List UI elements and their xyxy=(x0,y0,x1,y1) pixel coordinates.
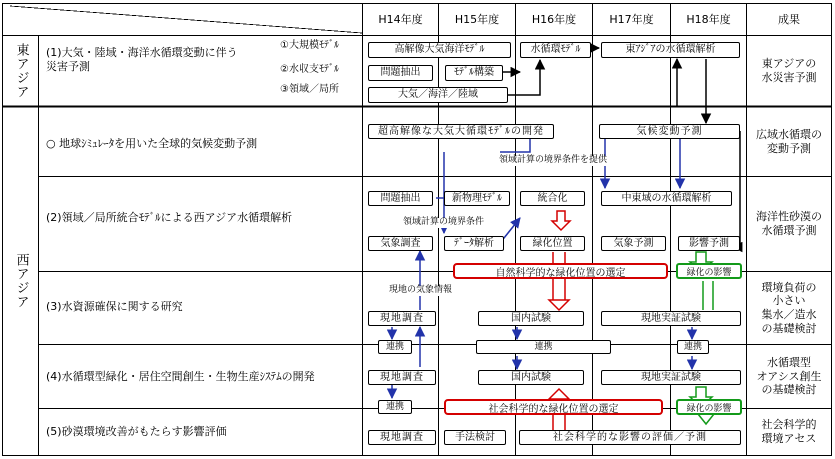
box-integration: 統合化 xyxy=(520,191,585,206)
row-title-2: (2)領域／局所統合ﾓﾃﾞﾙによる西アジア水循環解析 xyxy=(46,211,293,225)
note-local-weather-info: 現地の気象情報 xyxy=(389,285,453,295)
box-field-survey-3: 現地調査 xyxy=(368,430,436,445)
box-field-survey-1: 現地調査 xyxy=(368,311,436,326)
red-box-natural-science-selection: 自然科学的な緑化位置の選定 xyxy=(453,263,668,279)
note-boundary-conditions-provided: 領域計算の境界条件を提供 xyxy=(499,155,608,165)
result-header: 成果 xyxy=(778,12,800,26)
year-header-h16: H16年度 xyxy=(531,12,577,26)
row-title-1: (1)大気・陸域・海洋水循環変動に伴う 災害予測 xyxy=(46,46,238,73)
red-box-social-science-selection: 社会科学的な緑化位置の選定 xyxy=(444,399,663,415)
box-middle-east-analysis: 中東域の水循環解析 xyxy=(601,191,732,206)
row-title-4: (4)水循環型緑化・居住空間創生・生物生産ｼｽﾃﾑの開発 xyxy=(46,370,315,384)
box-weather-survey: 気象調査 xyxy=(368,236,433,251)
box-water-cycle-model: 水循環ﾓﾃﾞﾙ xyxy=(520,42,591,58)
result-2: 海洋性砂漠の 水循環予測 xyxy=(756,210,822,237)
result-4: 水循環型 オアシス創生 の基礎検討 xyxy=(756,355,822,397)
box-link-wide: 連携 xyxy=(476,340,611,354)
row-title-5: (5)砂漠環境改善がもたらす影響評価 xyxy=(46,425,227,439)
box-link-1: 連携 xyxy=(378,340,412,354)
box-global-model-dev: 超高解像な大気大循環ﾓﾃﾞﾙの開発 xyxy=(368,124,554,139)
result-1: 東アジアの 水災害予測 xyxy=(761,57,817,84)
box-field-demo-2: 現地実証試験 xyxy=(601,370,741,385)
model-item-3: ③領域／局所 xyxy=(280,84,339,96)
box-problem-extraction-2: 問題抽出 xyxy=(368,191,433,206)
row-title-3: (3)水資源確保に関する研究 xyxy=(46,300,183,314)
region-west-asia: 西アジア xyxy=(13,253,29,309)
row-title-global: ○ 地球ｼﾐｭﾚｰﾀを用いた全球的気候変動予測 xyxy=(46,137,258,151)
model-item-1: ①大規模ﾓﾃﾞﾙ xyxy=(280,40,339,52)
box-problem-extraction-1: 問題抽出 xyxy=(368,65,433,81)
box-domestic-test-2: 国内試験 xyxy=(478,370,584,385)
green-box-greening-effect-2: 緑化の影響 xyxy=(676,399,742,415)
box-method-study: 手法検討 xyxy=(444,430,506,445)
box-link-3: 連携 xyxy=(378,400,412,414)
year-header-h15: H15年度 xyxy=(454,12,500,26)
box-weather-prediction: 気象予測 xyxy=(601,236,666,251)
year-header-h14: H14年度 xyxy=(378,12,423,26)
box-new-physics-model: 新物理ﾓﾃﾞﾙ xyxy=(444,191,510,206)
box-data-analysis: ﾃﾞｰﾀ解析 xyxy=(444,236,504,251)
box-domestic-test-1: 国内試験 xyxy=(478,311,584,326)
green-box-greening-effect-1: 緑化の影響 xyxy=(676,263,742,279)
box-field-demo-1: 現地実証試験 xyxy=(601,311,741,326)
box-east-asia-analysis: 東ｱｼﾞｱの水循環解析 xyxy=(601,42,740,58)
box-field-survey-2: 現地調査 xyxy=(368,370,436,385)
region-east-asia: 東アジア xyxy=(13,43,29,99)
year-header-h18: H18年度 xyxy=(686,12,731,26)
box-greening-position: 緑化位置 xyxy=(520,236,585,251)
box-climate-prediction: 気候変動予測 xyxy=(599,124,740,139)
result-5: 社会科学的 環境アセス xyxy=(761,418,817,445)
year-header-h17: H17年度 xyxy=(609,12,654,26)
model-item-2: ②水収支ﾓﾃﾞﾙ xyxy=(280,64,339,76)
box-link-2: 連携 xyxy=(677,340,709,354)
box-impact-prediction: 影響予測 xyxy=(678,236,740,251)
result-3: 環境負荷の 小さい 集水／造水 の基礎検討 xyxy=(761,280,817,335)
result-global: 広域水循環の 変動予測 xyxy=(756,127,822,155)
box-model-building: ﾓﾃﾞﾙ構築 xyxy=(445,65,503,81)
box-social-impact-evaluation: 社会科学的な影響の評価／予測 xyxy=(519,430,741,445)
note-boundary-conditions: 領域計算の境界条件 xyxy=(403,217,485,227)
box-hires-model: 高解像大気海洋ﾓﾃﾞﾙ xyxy=(368,42,511,58)
box-atm-ocean-land: 大気／海洋／陸域 xyxy=(368,87,508,103)
